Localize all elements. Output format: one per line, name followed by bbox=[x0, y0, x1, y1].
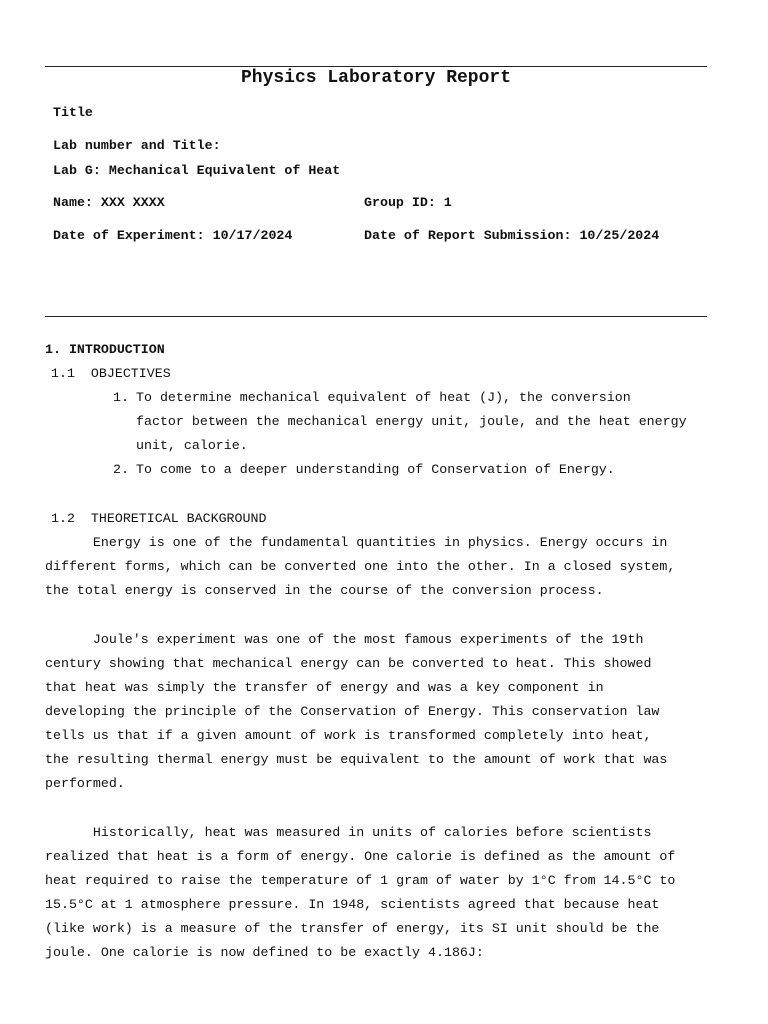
student-name: Name: XXX XXXX bbox=[53, 195, 165, 210]
paragraph-line: century showing that mechanical energy can be converted to heat. This showed bbox=[45, 656, 652, 671]
header-divider bbox=[45, 316, 707, 317]
objective-number: 2. bbox=[113, 462, 129, 477]
paragraph-line: joule. One calorie is now defined to be exactly 4.186J: bbox=[45, 945, 484, 960]
objective-number: 1. bbox=[113, 390, 129, 405]
paragraph-line: developing the principle of the Conservation of Energy. This conservation law bbox=[45, 704, 660, 719]
paragraph-line: realized that heat is a form of energy. One calorie is defined as the amount of bbox=[45, 849, 676, 864]
date-of-experiment: Date of Experiment: 10/17/2024 bbox=[53, 228, 293, 243]
top-divider bbox=[45, 66, 707, 67]
paragraph-line: Joule's experiment was one of the most famous experiments of the 19th bbox=[45, 632, 644, 647]
paragraph-line: heat required to raise the temperature of 1 gram of water by 1°C from 14.5°C to bbox=[45, 873, 676, 888]
lab-title: Lab G: Mechanical Equivalent of Heat bbox=[53, 163, 341, 178]
section-heading-introduction: 1. INTRODUCTION bbox=[45, 342, 165, 357]
objective-line: unit, calorie. bbox=[136, 438, 248, 453]
subsection-heading-theoretical-background: 1.2 THEORETICAL BACKGROUND bbox=[51, 511, 267, 526]
lab-number-label: Lab number and Title: bbox=[53, 138, 221, 153]
paragraph-line: different forms, which can be converted one into the other. In a closed system, bbox=[45, 559, 676, 574]
paragraph-line: Historically, heat was measured in units of calories before scientists bbox=[45, 825, 652, 840]
paragraph-line: that heat was simply the transfer of energy and was a key component in bbox=[45, 680, 604, 695]
title-label: Title bbox=[53, 105, 93, 120]
group-id: Group ID: 1 bbox=[364, 195, 452, 210]
report-title: Physics Laboratory Report bbox=[240, 68, 512, 88]
paragraph-line: 15.5°C at 1 atmosphere pressure. In 1948, scientists agreed that because heat bbox=[45, 897, 660, 912]
subsection-heading-objectives: 1.1 OBJECTIVES bbox=[51, 366, 171, 381]
paragraph-line: (like work) is a measure of the transfer of energy, its SI unit should be the bbox=[45, 921, 660, 936]
date-of-submission: Date of Report Submission: 10/25/2024 bbox=[364, 228, 660, 243]
paragraph-line: Energy is one of the fundamental quantities in physics. Energy occurs in bbox=[45, 535, 668, 550]
paragraph-line: the total energy is conserved in the course of the conversion process. bbox=[45, 583, 604, 598]
paragraph-line: the resulting thermal energy must be equivalent to the amount of work that was bbox=[45, 752, 668, 767]
paragraph-line: tells us that if a given amount of work is transformed completely into heat, bbox=[45, 728, 652, 743]
objective-line: To come to a deeper understanding of Conservation of Energy. bbox=[136, 462, 615, 477]
paragraph-line: performed. bbox=[45, 776, 125, 791]
objective-line: factor between the mechanical energy unit, joule, and the heat energy bbox=[136, 414, 687, 429]
objective-line: To determine mechanical equivalent of heat (J), the conversion bbox=[136, 390, 631, 405]
